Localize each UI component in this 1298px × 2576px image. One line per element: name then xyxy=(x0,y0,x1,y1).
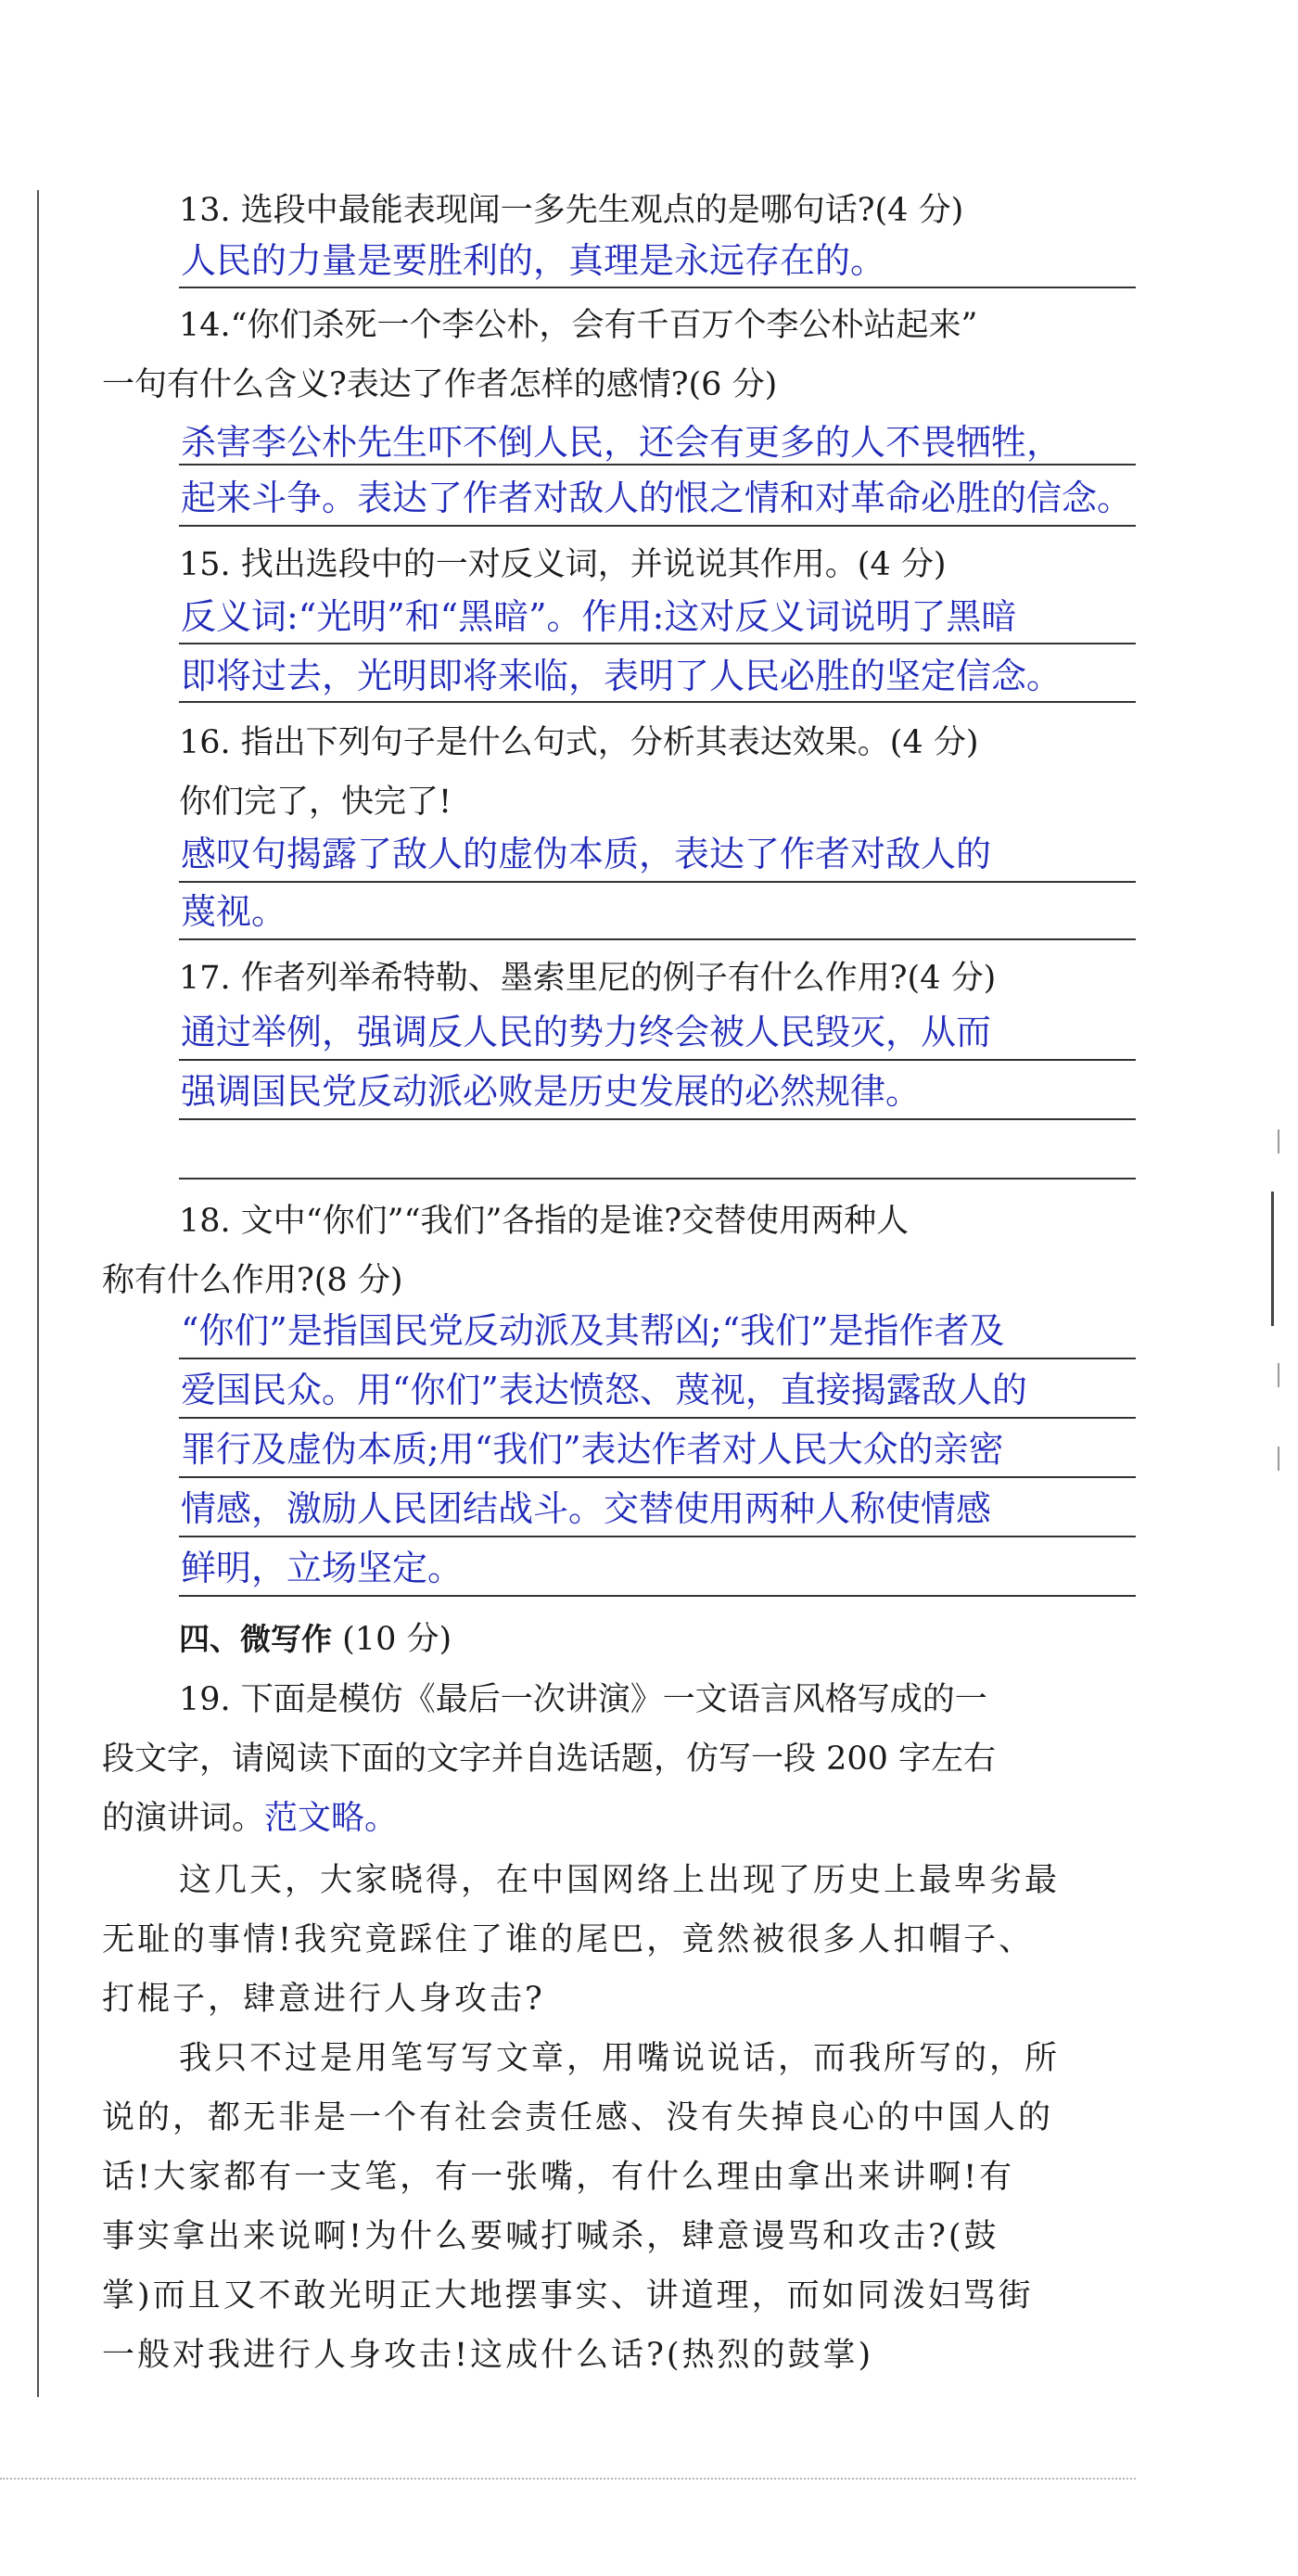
passage-line: 事实拿出来说啊!为什么要喊打喊杀，肆意谩骂和攻击?(鼓 xyxy=(102,2218,999,2255)
left-margin-rule xyxy=(37,190,39,2397)
binding-mark xyxy=(1271,1192,1274,1326)
q19-answer: 范文略。 xyxy=(264,1799,399,1837)
q14-answer-line2: 起来斗争。表达了作者对敌人的恨之情和对革命必胜的信念。 xyxy=(181,478,1133,518)
q19-question-line3 xyxy=(102,1790,398,1847)
q19-question-line2: 段文字，请阅读下面的文字并自选话题，仿写一段 200 字左右 xyxy=(102,1741,997,1778)
q18-answer-line: 鲜明，立场坚定。 xyxy=(181,1548,464,1588)
q16-answer-line2: 蔑视。 xyxy=(181,891,287,932)
q18-answer-line: 罪行及虚伪本质;用“我们”表达作者对人民大众的亲密 xyxy=(181,1429,1004,1470)
section-heading xyxy=(179,1612,452,1667)
q13-answer: 人民的力量是要胜利的，真理是永远存在的。 xyxy=(181,240,886,281)
passage-line: 无耻的事情!我究竟踩住了谁的尾巴，竟然被很多人扣帽子、 xyxy=(102,1921,1035,1958)
q17-answer-line1: 通过举例，强调反人民的势力终会被人民毁灭，从而 xyxy=(181,1012,992,1052)
answer-line xyxy=(179,525,1136,527)
answer-line xyxy=(179,643,1136,644)
answer-line xyxy=(179,938,1136,940)
passage-line: 掌)而且又不敢光明正大地摆事实、讲道理，而如同泼妇骂街 xyxy=(102,2277,1034,2315)
q15-answer-line1: 反义词:“光明”和“黑暗”。作用:这对反义词说明了黑暗 xyxy=(181,596,1017,637)
answer-line xyxy=(179,1178,1136,1180)
answer-line xyxy=(179,1118,1136,1120)
q14-answer-line1: 杀害李公朴先生吓不倒人民，还会有更多的人不畏牺牲， xyxy=(181,422,1063,463)
answer-line xyxy=(179,1059,1136,1061)
answer-line xyxy=(179,881,1136,883)
q18-answer-line: 爱国民众。用“你们”表达愤怒、蔑视，直接揭露敌人的 xyxy=(181,1370,1027,1410)
binding-tick xyxy=(1278,1363,1279,1387)
passage-line: 说的，都无非是一个有社会责任感、没有失掉良心的中国人的 xyxy=(102,2099,1054,2136)
q14-question-line2: 一句有什么含义?表达了作者怎样的感情?(6 分) xyxy=(102,366,778,403)
q18-answer-line: “你们”是指国民党反动派及其帮凶;“我们”是指作者及 xyxy=(181,1310,1005,1351)
passage-line: 我只不过是用笔写写文章，用嘴说说话，而我所写的，所 xyxy=(179,2040,1061,2077)
section-score: (10 分) xyxy=(342,1621,452,1658)
q14-question-line1: 14.“你们杀死一个李公朴，会有千百万个李公朴站起来” xyxy=(179,307,978,344)
q15-question: 15. 找出选段中的一对反义词，并说说其作用。(4 分) xyxy=(179,546,947,583)
q18-answer-line: 情感，激励人民团结战斗。交替使用两种人称使情感 xyxy=(181,1488,992,1529)
q17-question: 17. 作者列举希特勒、墨索里尼的例子有什么作用?(4 分) xyxy=(179,960,997,997)
answer-line xyxy=(179,1358,1136,1359)
passage-line: 这几天，大家晓得，在中国网络上出现了历史上最卑劣最 xyxy=(179,1862,1061,1899)
passage-line: 一般对我进行人身攻击!这成什么话?(热烈的鼓掌) xyxy=(102,2337,874,2374)
answer-line xyxy=(179,1417,1136,1419)
answer-line xyxy=(179,1476,1136,1478)
section-title: 四、微写作 xyxy=(179,1621,332,1657)
passage-line: 话!大家都有一支笔，有一张嘴，有什么理由拿出来讲啊!有 xyxy=(102,2159,1015,2196)
q15-answer-line2: 即将过去，光明即将来临，表明了人民必胜的坚定信念。 xyxy=(181,656,1063,696)
q13-question: 13. 选段中最能表现闻一多先生观点的是哪句话?(4 分) xyxy=(179,192,964,229)
page-bottom-dotted-line xyxy=(0,2478,1136,2480)
binding-tick xyxy=(1278,1447,1279,1471)
q16-question: 16. 指出下列句子是什么句式，分析其表达效果。(4 分) xyxy=(179,724,979,761)
q19-question-tail: 的演讲词。 xyxy=(102,1800,265,1837)
q19-question-line1: 19. 下面是模仿《最后一次讲演》一文语言风格写成的一 xyxy=(179,1681,987,1718)
binding-tick xyxy=(1278,1129,1279,1154)
answer-line xyxy=(179,1595,1136,1597)
answer-line xyxy=(179,1536,1136,1537)
q17-answer-line2: 强调国民党反动派必败是历史发展的必然规律。 xyxy=(181,1071,922,1112)
q16-answer-line1: 感叹句揭露了敌人的虚伪本质，表达了作者对敌人的 xyxy=(181,834,992,874)
answer-line xyxy=(179,287,1136,288)
answer-line xyxy=(179,464,1136,465)
passage-line: 打棍子，肆意进行人身攻击? xyxy=(102,1981,545,2018)
answer-line xyxy=(179,701,1136,703)
q18-question-line2: 称有什么作用?(8 分) xyxy=(102,1262,403,1299)
q16-sentence: 你们完了，快完了! xyxy=(179,784,452,821)
q18-question-line1: 18. 文中“你们”“我们”各指的是谁?交替使用两种人 xyxy=(179,1203,910,1240)
